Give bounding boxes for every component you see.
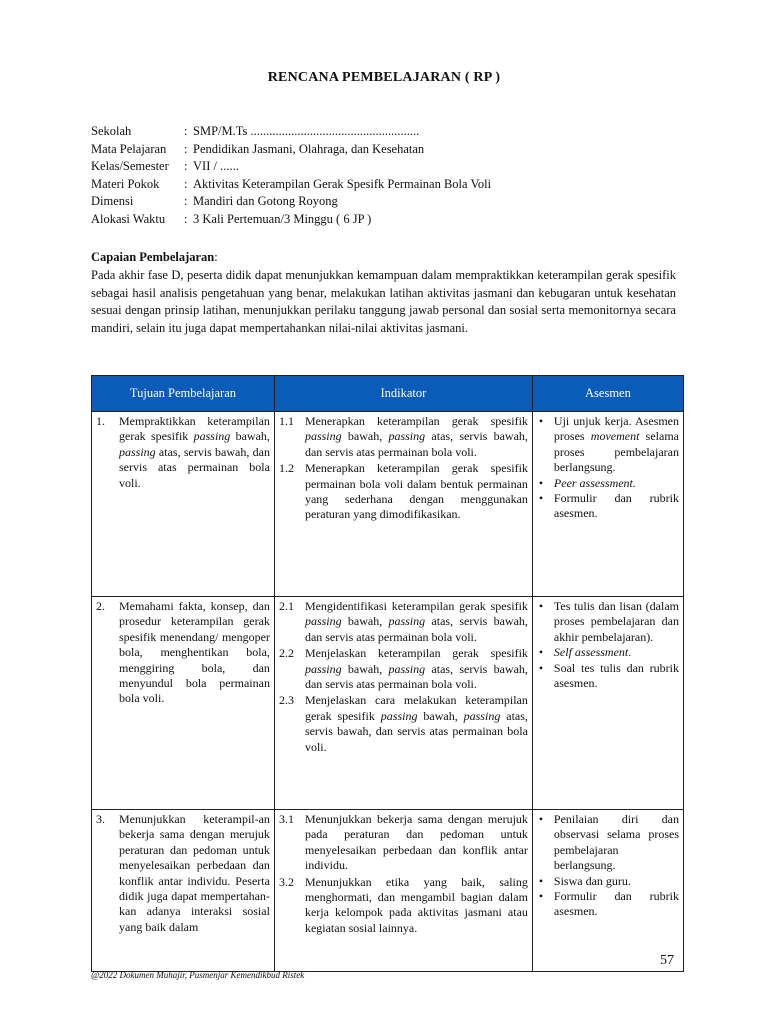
footer-copyright: @2022 Dokumen Muhajir, Pusmenjar Kemendikbud Ristek [91,970,305,980]
meta-key: Sekolah [91,124,132,138]
asesmen-item: • Peer assessment. [538,475,636,490]
indikator-number: 3.1 [278,812,294,826]
meta-row [91,176,491,194]
meta-row [91,141,491,159]
indikator-text: Menerapkan keterampilan gerak spesifik passing bawah, passing atas, servis bawah, dan servis atas permainan bola voli. [304,414,528,459]
indikator-cell [274,810,532,972]
tujuan-cell [92,597,275,810]
indikator-number: 2.2 [278,646,294,661]
meta-key: Dimensi [91,194,134,208]
asesmen-item: • Self assessment. [538,645,632,660]
indikator-number: 3.2 [278,874,294,889]
indikator-number: 2.1 [278,599,294,613]
meta-row [91,123,491,141]
row-number: 3. [96,812,105,826]
asesmen-item: • Tes tulis dan lisan (dalam proses pembelajaran dan akhir pembelajaran). [538,599,679,644]
identity-block [91,123,491,228]
indikator-text: Menunjukkan etika yang baik, saling menghormati, dan mengambil bagian dalam kerja kelompok pada aktivitas jasmani atau kegiatan sosial lainnya. [304,874,528,935]
meta-value: Mandiri dan Gotong Royong [193,194,338,208]
tujuan-cell [92,412,275,597]
header-indikator: Indikator [274,376,532,412]
meta-sep: : [184,141,188,156]
meta-key: Kelas/Semester [91,159,169,173]
tujuan-text: Mempraktikkan keterampilan gerak spesifik passing bawah, passing atas, servis bawah, dan servis atas permainan bola voli. [119,414,270,490]
asesmen-item: • Siswa dan guru. [538,873,631,888]
meta-key: Mata Pelajaran [91,141,167,156]
meta-key: Alokasi Waktu [91,211,166,226]
indikator-number: 1.2 [278,461,294,476]
meta-row [91,193,491,211]
indikator-text: Menunjukkan bekerja sama dengan merujuk pada peraturan dan pedoman untuk menyelesaikan perbedaan dan konflik antar individu. [304,812,528,873]
tujuan-text: Menunjukkan keterampil-an bekerja sama dengan merujuk peraturan dan pedoman untuk menyelesaikan perbedaan dan konflik antar individu. Peserta didik juga dapat mempertahan-kan adanya interaksi sosial yang baik dalam [119,812,270,934]
table-row [92,597,684,810]
indikator-cell [274,412,532,597]
document-title: RENCANA PEMBELAJARAN ( RP ) [267,70,501,85]
row-number: 2. [96,599,105,613]
indikator-text: Menjelaskan cara melakukan keterampilan gerak spesifik passing bawah, passing atas, servis bawah, dan servis atas permainan bola voli. [304,693,528,754]
tujuan-text: Memahami fakta, konsep, dan prosedur keterampilan gerak spesifik menendang/ mengoper bola, menghentikan bola, menggiring bola, dan menyundul bola permainan bola voli. [119,599,270,706]
tujuan-cell [92,810,275,972]
asesmen-item: • Formulir dan rubrik asesmen. [538,889,679,919]
asesmen-item: • Soal tes tulis dan rubrik asesmen. [538,660,679,691]
capaian-heading: Capaian Pembelajaran: [91,250,218,264]
asesmen-cell [532,810,683,972]
asesmen-item: • Uji unjuk kerja. Asesmen proses movement selama proses pembelajaran berlangsung. [538,414,679,475]
meta-sep: : [184,176,188,191]
indikator-number: 1.1 [278,414,294,428]
indikator-cell [274,597,532,810]
capaian-text: Pada akhir fase D, peserta didik dapat menunjukkan kemampuan dalam mempraktikkan keterampilan gerak spesifik sebagai hasil analisis pengetahuan yang benar, melakukan latihan aktivitas jasmani dan kebugaran untuk kesehatan sesuai dengan prinsip latihan, menunjukkan perilaku tanggung jawab personal dan sosial serta memonitornya secara mandiri, selain itu juga dapat mempertahankan nilai-nilai aktivitas jasmani. [91,268,676,335]
indikator-text: Menjelaskan keterampilan gerak spesifik passing bawah, passing atas, servis bawah, dan servis atas permainan bola voli. [304,646,528,692]
meta-key: Materi Pokok [91,176,160,191]
asesmen-cell [532,412,683,597]
meta-sep: : [184,124,188,138]
meta-sep: : [184,211,188,226]
meta-value: Pendidikan Jasmani, Olahraga, dan Kesehatan [193,141,425,156]
meta-value: 3 Kali Pertemuan/3 Minggu ( 6 JP ) [193,211,372,226]
table-row [92,412,684,597]
asesmen-cell [532,597,683,810]
row-number: 1. [96,414,105,428]
meta-row [91,158,491,176]
meta-value: SMP/M.Ts ...................................................... [193,124,420,138]
indikator-text: Menerapkan keterampilan gerak spesifik permainan bola voli dalam bentuk permainan yang sederhana dengan menggunakan peraturan yang dimodifikasikan. [304,461,528,522]
asesmen-item: • Formulir dan rubrik asesmen. [538,491,679,521]
meta-value: Aktivitas Keterampilan Gerak Spesifk Permainan Bola Voli [193,176,492,191]
page-number: 57 [660,953,674,968]
table-header-row [92,376,684,412]
meta-sep: : [184,159,188,173]
meta-row [91,211,491,229]
indikator-number: 2.3 [278,693,294,708]
learning-table [91,375,684,972]
indikator-text: Mengidentifikasi keterampilan gerak spesifik passing bawah, passing atas, servis bawah, dan servis atas permainan bola voli. [304,599,528,644]
header-asesmen: Asesmen [532,376,683,412]
meta-sep: : [184,194,188,208]
asesmen-item: • Penilaian diri dan observasi selama proses pembelajaran berlangsung. [538,812,679,873]
table-row [92,810,684,972]
meta-value: VII / ...... [193,159,239,173]
header-tujuan: Tujuan Pembelajaran [92,376,275,412]
